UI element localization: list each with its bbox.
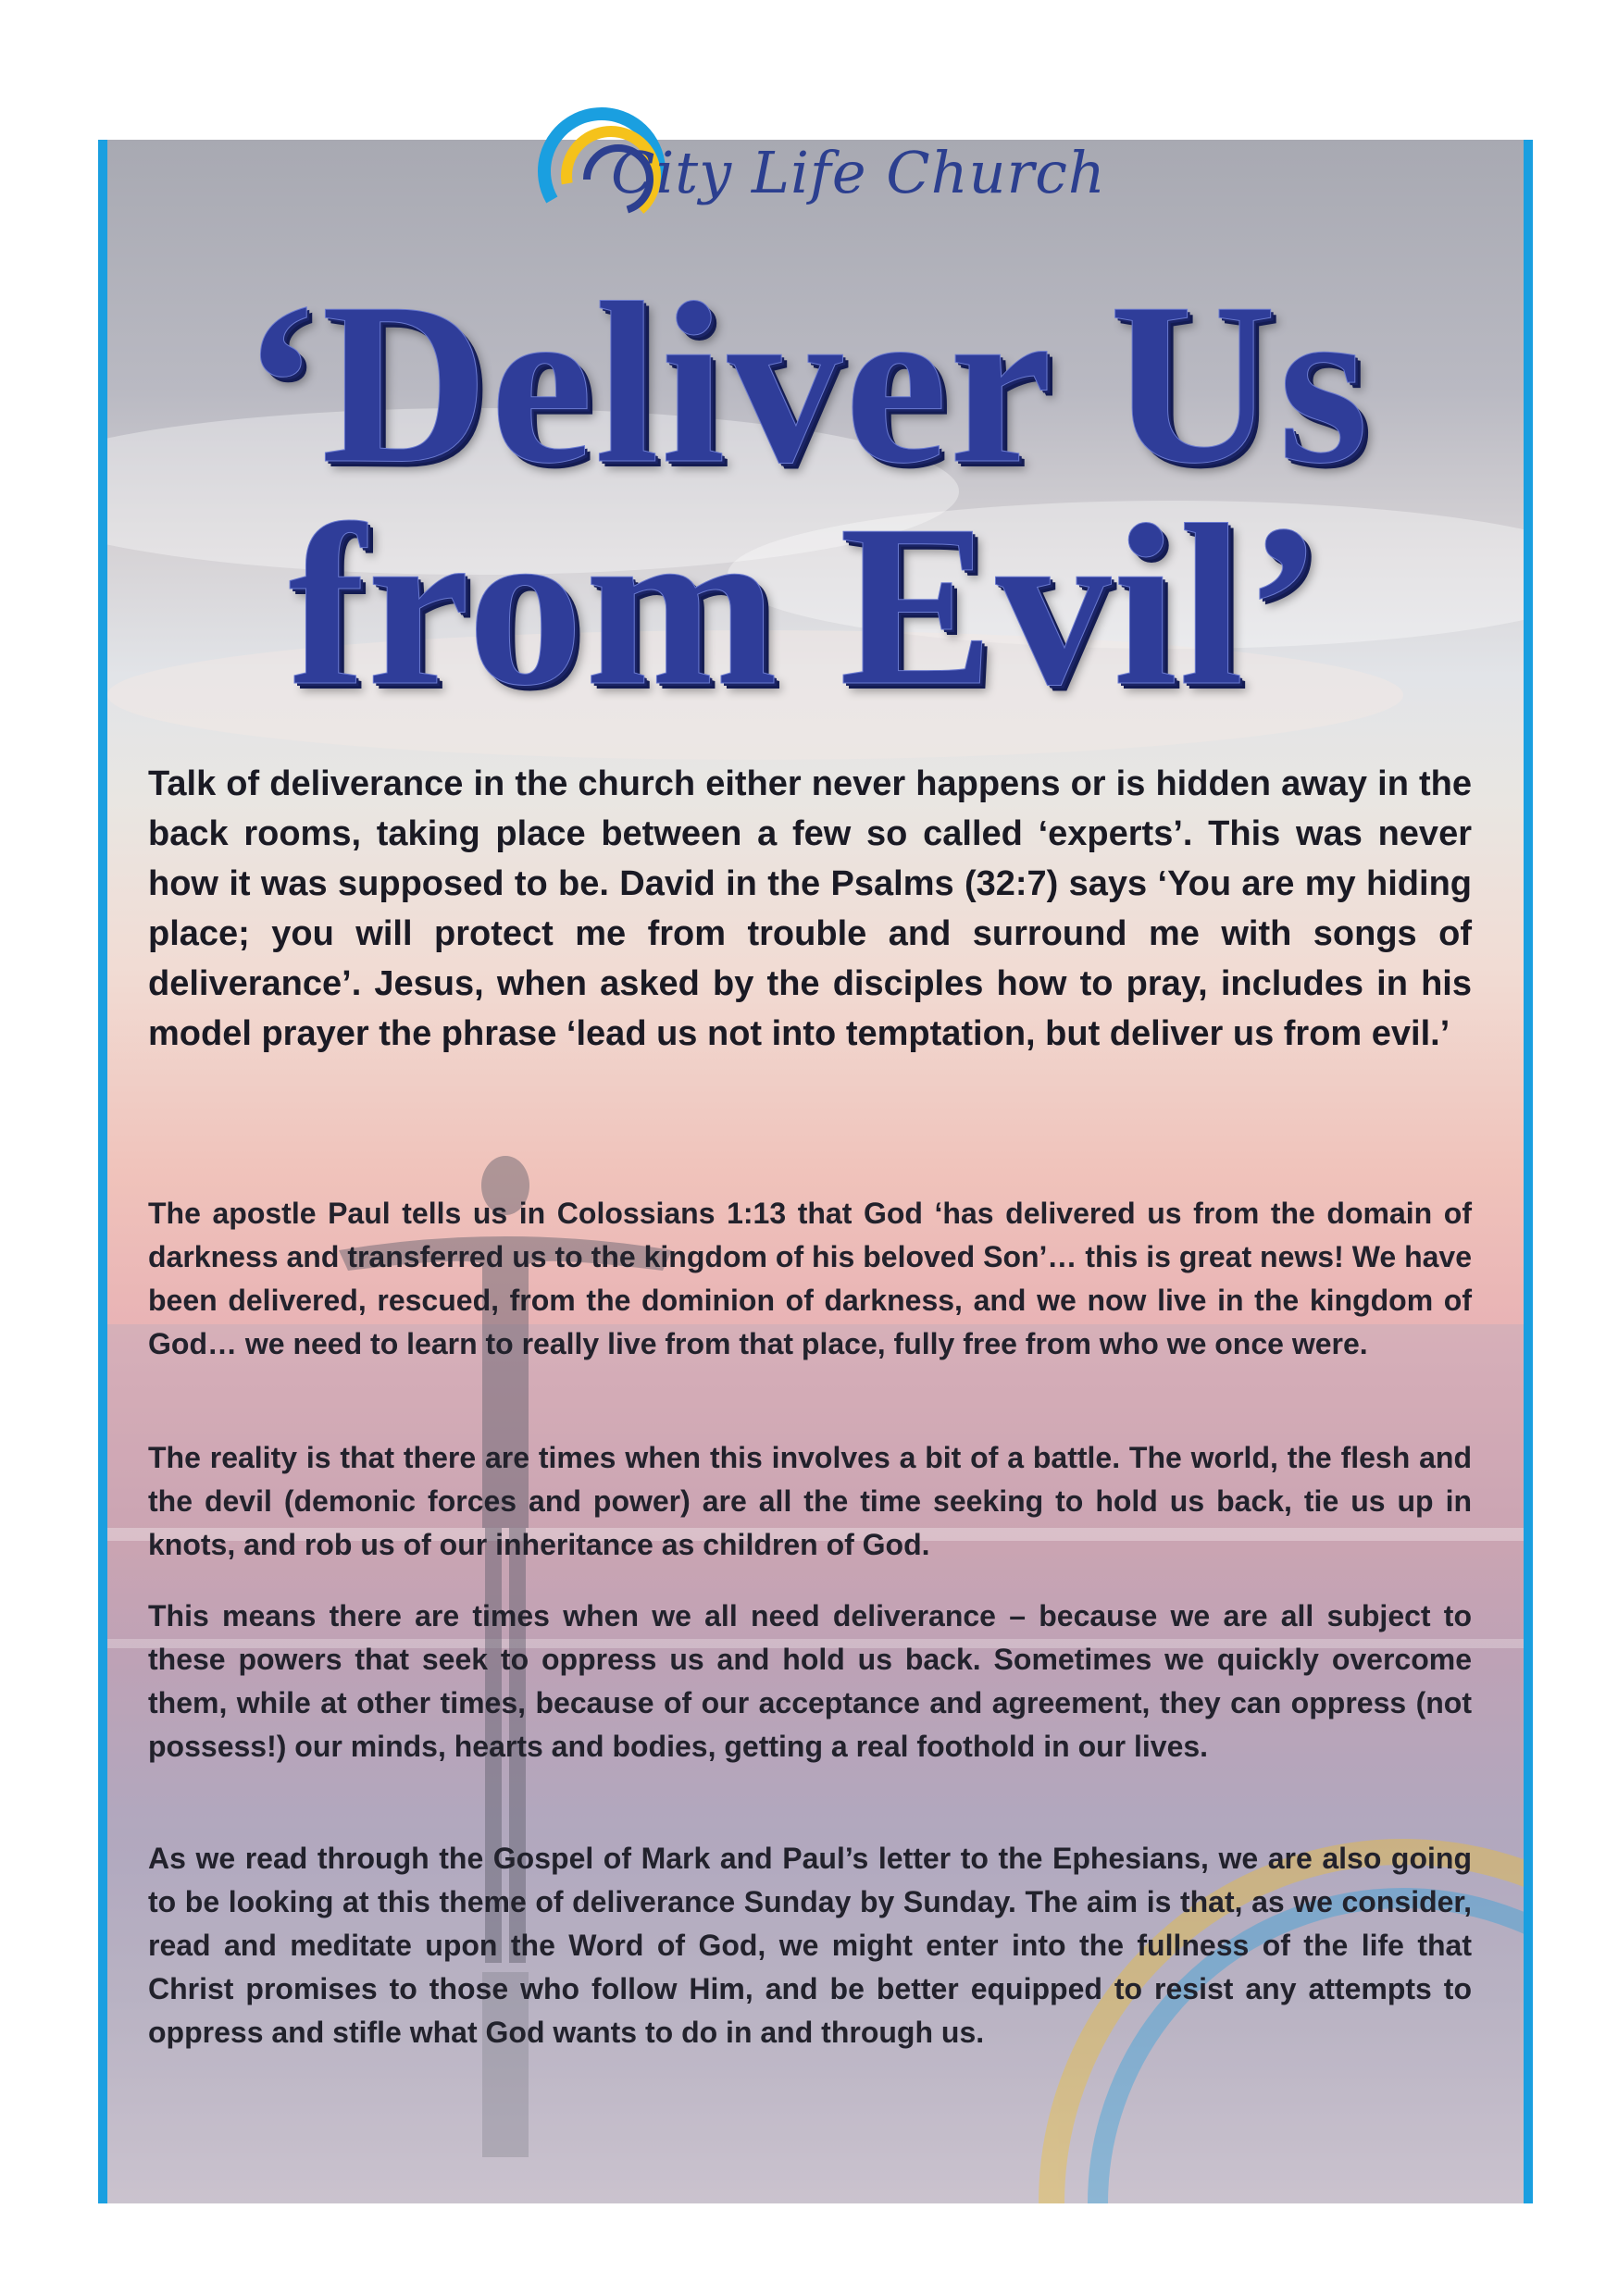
body-paragraph-4: As we read through the Gospel of Mark and Paul’s letter to the Ephesians, we are also going to be looking at this theme of deliverance Sunday by Sunday. The aim is that, as we consider, read and meditate upon the Word of God, we might enter into the fullness of the life that Christ promises to those who follow Him, and be better equipped to resist any attempts to oppress and stifle what God wants to do in and through us.: [148, 1842, 1472, 2049]
body-paragraph-1: The apostle Paul tells us in Colossians 1:13 that God ‘has delivered us from the domain of darkness and transferred us to the kingdom of his beloved Son’… this is great news! We have been delivered, rescued, from the dominion of darkness, and we now live in the kingdom of God… we need to learn to really live from that place, fully free from who we once were.: [148, 1197, 1472, 1360]
body-paragraph-2: The reality is that there are times when this involves a bit of a battle. The world, the flesh and the devil (demonic forces and power) are all the time seeking to hold us back, tie us up in knots, and rob us of our inheritance as children of God.: [148, 1441, 1472, 1561]
page-title-line1: ‘Deliver Us: [242, 255, 1371, 512]
page-title-line2: from Evil’: [288, 478, 1325, 734]
church-name: City Life Church: [611, 139, 1106, 206]
body-paragraph-3: This means there are times when we all need deliverance – because we are all subject to these powers that seek to oppress us and hold us back. Sometimes we quickly overcome them, while at other times, because of our acceptance and agreement, they can oppress (not possess!) our minds, hearts and bodies, getting a real foothold in our lives.: [148, 1599, 1472, 1763]
intro-paragraph: Talk of deliverance in the church either never happens or is hidden away in the back rooms, taking place between a few so called ‘experts’. This was never how it was supposed to be. David in the Psalms (32:7) says ‘You are my hiding place; you will protect me from trouble and surround me with songs of deliverance’. Jesus, when asked by the disciples how to pray, includes in his model prayer the phrase ‘lead us not into temptation, but deliver us from evil.’: [148, 764, 1472, 1053]
